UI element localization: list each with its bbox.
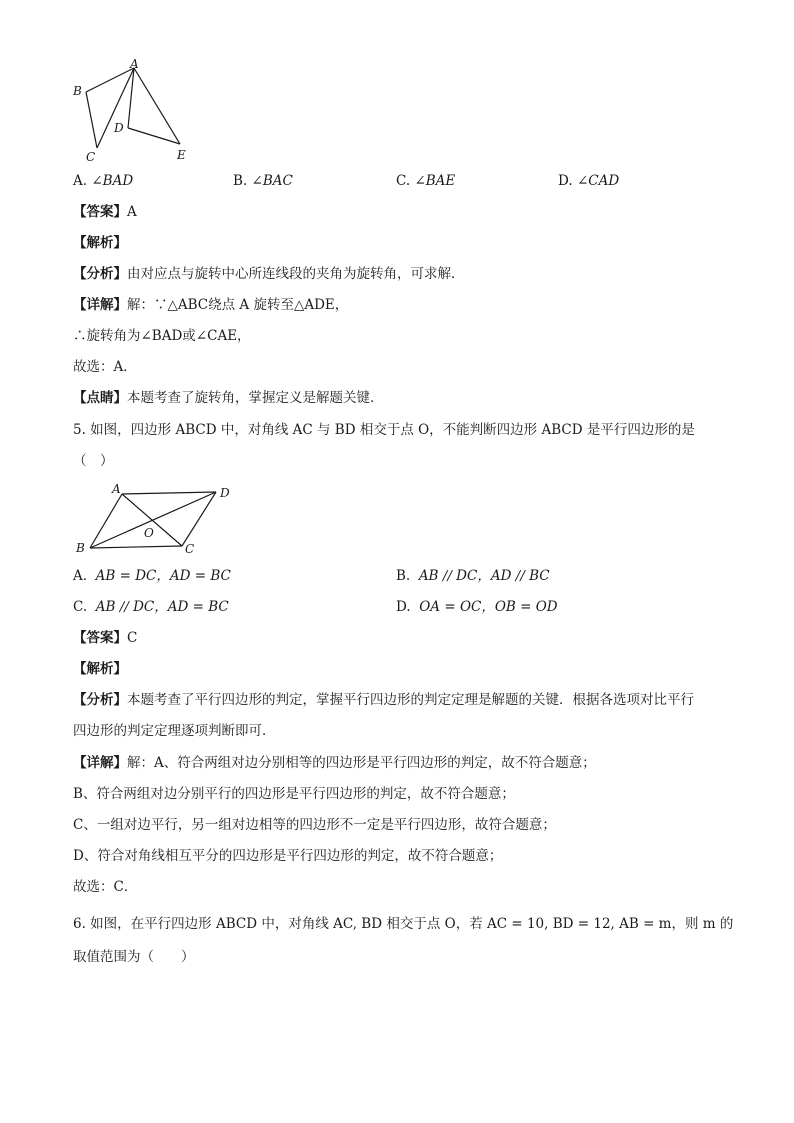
label-c: C: [86, 150, 96, 164]
q4-answer: 【答案】A: [73, 204, 137, 220]
q5-detail-3: C、一组对边平行，另一组对边相等的四边形不一定是平行四边形，故符合题意；: [73, 817, 556, 833]
q6-stem-2: 取值范围为（ ）: [73, 949, 195, 965]
label-d: D: [114, 121, 124, 135]
q5-option-c: C. AB ∕∕ DC，AD = BC: [73, 599, 229, 615]
q5-option-d: D. OA = OC，OB = OD: [396, 599, 558, 615]
parallelogram-figure: [70, 478, 240, 558]
label-o: O: [144, 526, 154, 540]
q5-detail-2: B、符合两组对边分别平行的四边形是平行四边形的判定，故不符合题意；: [73, 786, 515, 802]
q5-option-a: A. AB = DC，AD = BC: [73, 568, 231, 584]
label-b: B: [76, 541, 85, 555]
q4-option-c: C. ∠BAE: [396, 173, 456, 189]
q5-detail-1: 【详解】解：A、符合两组对边分别相等的四边形是平行四边形的判定，故不符合题意；: [73, 755, 596, 771]
q6-stem-1: 6. 如图，在平行四边形 ABCD 中，对角线 AC, BD 相交于点 O，若 AC = 10, BD = 12, AB = m，则 m 的: [73, 916, 734, 932]
q4-analysis-heading: 【解析】: [73, 235, 127, 251]
q5-stem-1: 5. 如图，四边形 ABCD 中，对角线 AC 与 BD 相交于点 O，不能判断四边形 ABCD 是平行四边形的是: [73, 422, 695, 438]
label-d: D: [220, 486, 230, 500]
label-c: C: [185, 542, 195, 556]
q5-answer: 【答案】C: [73, 630, 138, 646]
q5-analysis-heading: 【解析】: [73, 661, 127, 677]
label-a: A: [130, 58, 139, 71]
q4-option-d: D. ∠CAD: [558, 173, 620, 189]
q4-fenxi: 【分析】由对应点与旋转中心所连线段的夹角为旋转角，可求解．: [73, 266, 465, 282]
q5-fenxi-2: 四边形的判定定理逐项判断即可．: [73, 723, 276, 739]
label-e: E: [177, 148, 186, 162]
label-a: A: [112, 482, 121, 496]
q5-detail-4: D、符合对角线相互平分的四边形是平行四边形的判定，故不符合题意；: [73, 848, 503, 864]
q4-detail-2: ∴旋转角为∠BAD或∠CAE，: [73, 328, 251, 344]
q5-stem-2: （ ）: [73, 453, 114, 469]
q5-fenxi-1: 【分析】本题考查了平行四边形的判定，掌握平行四边形的判定定理是解题的关键．根据各选项对比平行: [73, 692, 694, 708]
rotation-figure: [66, 58, 206, 166]
q4-detail-1: 【详解】解：∵△ABC绕点 A 旋转至△ADE，: [73, 297, 349, 313]
q5-detail-5: 故选：C．: [73, 879, 138, 895]
q5-option-b: B. AB ∕∕ DC，AD ∕∕ BC: [396, 568, 550, 584]
label-b: B: [73, 84, 82, 98]
q4-option-a: A. ∠BAD: [73, 173, 134, 189]
q4-comment: 【点睛】本题考查了旋转角，掌握定义是解题关键．: [73, 390, 384, 406]
q4-option-b: B. ∠BAC: [233, 173, 293, 189]
q4-detail-3: 故选：A．: [73, 359, 137, 375]
